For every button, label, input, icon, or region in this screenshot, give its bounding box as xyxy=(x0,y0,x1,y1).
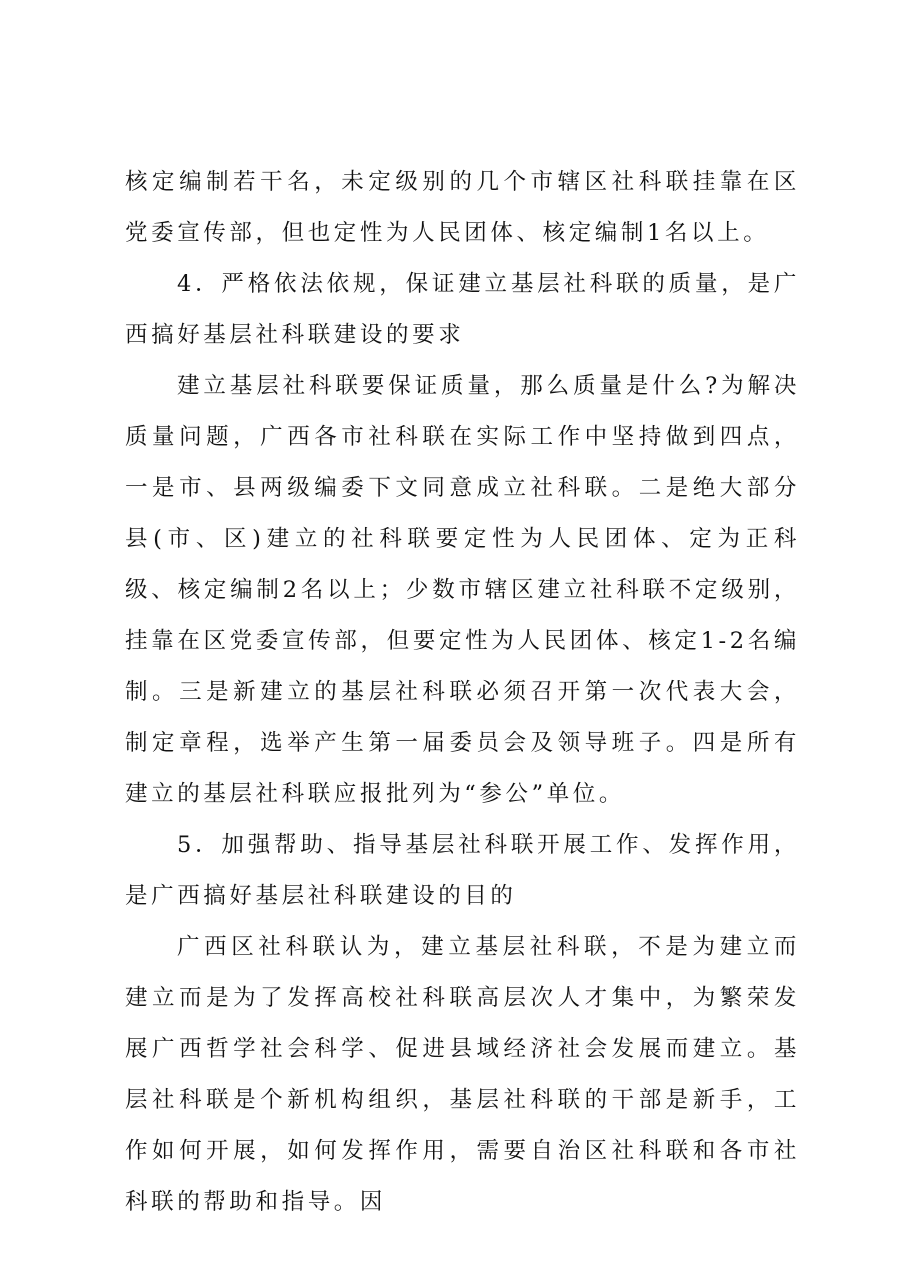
paragraph-quality: 建立基层社科联要保证质量，那么质量是什么?为解决质量问题，广西各市社科联在实际工作中坚持做到四点，一是市、县两级编委下文同意成立社科联。二是绝大部分县(市、区)建立的社科联要定性为人民团体、定为正科级、核定编制2名以上；少数市辖区建立社科联不定级别，挂靠在区党委宣传部，但要定性为人民团体、核定1-2名编制。三是新建立的基层社科联必须召开第一次代表大会，制定章程，选举产生第一届委员会及领导班子。四是所有建立的基层社科联应报批列为“参公”单位。 xyxy=(125,373,800,807)
paragraph-purpose: 广西区社科联认为，建立基层社科联，不是为建立而建立而是为了发挥高校社科联高层次人才集中，为繁荣发展广西哲学社会科学、促进县域经济社会发展而建立。基层社科联是个新机构组织，基层社科联的干部是新手，工作如何开展，如何发挥作用，需要自治区社科联和各市社科联的帮助和指导。因 xyxy=(125,934,800,1215)
paragraph-continuation: 核定编制若干名，未定级别的几个市辖区社科联挂靠在区党委宣传部，但也定性为人民团体、核定编制1名以上。 xyxy=(125,169,800,246)
section-heading-5: 5．加强帮助、指导基层社科联开展工作、发挥作用，是广西搞好基层社科联建设的目的 xyxy=(125,832,800,909)
document-body xyxy=(125,157,800,1228)
section-heading-4: 4．严格依法依规，保证建立基层社科联的质量，是广西搞好基层社科联建设的要求 xyxy=(125,271,800,348)
